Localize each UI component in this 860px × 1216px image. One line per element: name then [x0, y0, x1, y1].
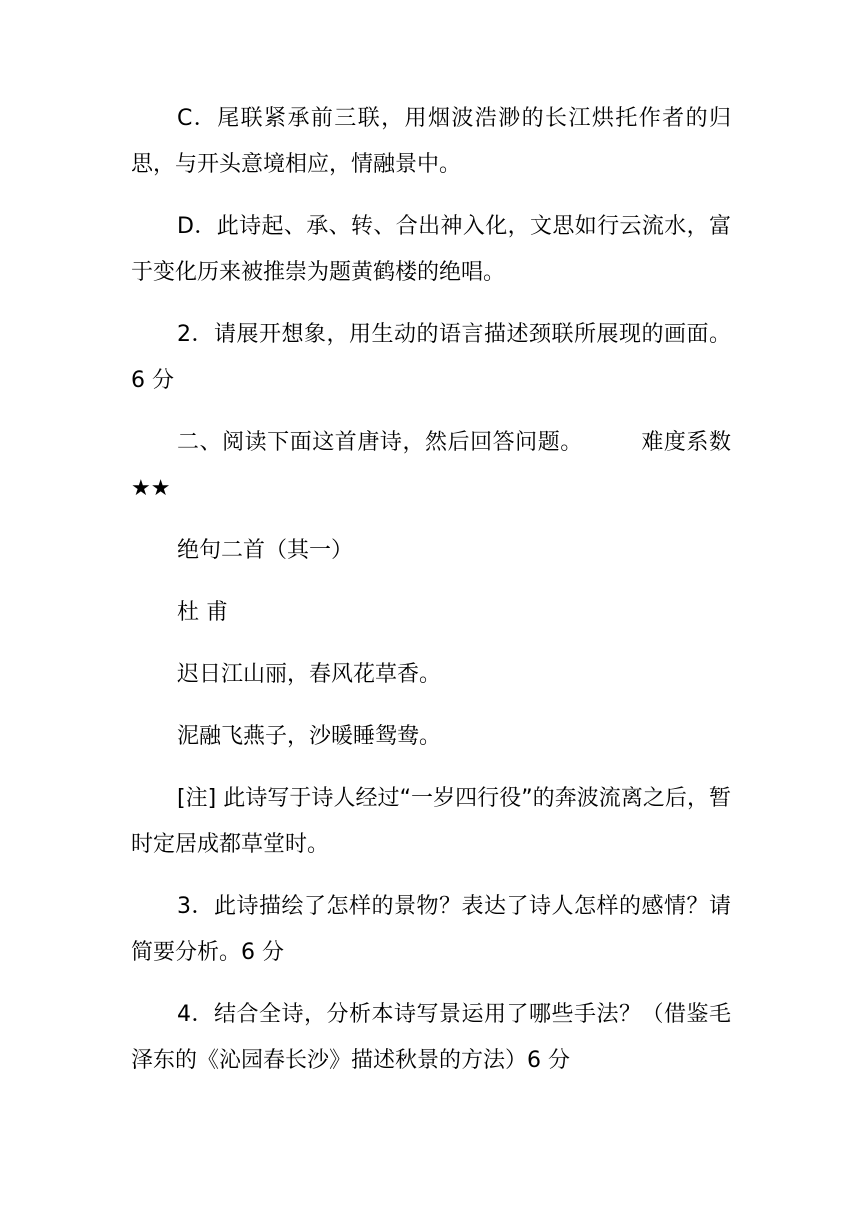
- section-heading: [131, 420, 731, 512]
- question-2: 2．请展开想象，用生动的语言描述颈联所展现的画面。6 分: [131, 322, 731, 393]
- difficulty-rating: 难度系数★★: [131, 430, 731, 501]
- question-3: 3．此诗描绘了怎样的景物？表达了诗人怎样的感情？请简要分析。6 分: [131, 894, 731, 965]
- poem-line-1: 迟日江山丽，春风花草香。: [177, 662, 442, 687]
- poem-line-2: 泥融飞燕子，沙暖睡鸳鸯。: [177, 724, 442, 749]
- section-heading-text: 二、阅读下面这首唐诗，然后回答问题。: [177, 430, 583, 455]
- poem-title: 绝句二首（其一）: [177, 538, 354, 563]
- question-4: 4．结合全诗，分析本诗写景运用了哪些手法？（借鉴毛泽东的《沁园春长沙》描述秋景的方法）6 分: [131, 1002, 731, 1073]
- document-page: [131, 96, 731, 1100]
- poem-note: [注] 此诗写于诗人经过“一岁四行役”的奔波流离之后，暂时定居成都草堂时。: [131, 786, 731, 857]
- option-d: D．此诗起、承、转、合出神入化，文思如行云流水，富于变化历来被推崇为题黄鹤楼的绝唱。: [131, 214, 731, 285]
- poem-author: 杜 甫: [177, 600, 228, 625]
- option-c: C．尾联紧承前三联，用烟波浩渺的长江烘托作者的归思，与开头意境相应，情融景中。: [131, 106, 731, 177]
